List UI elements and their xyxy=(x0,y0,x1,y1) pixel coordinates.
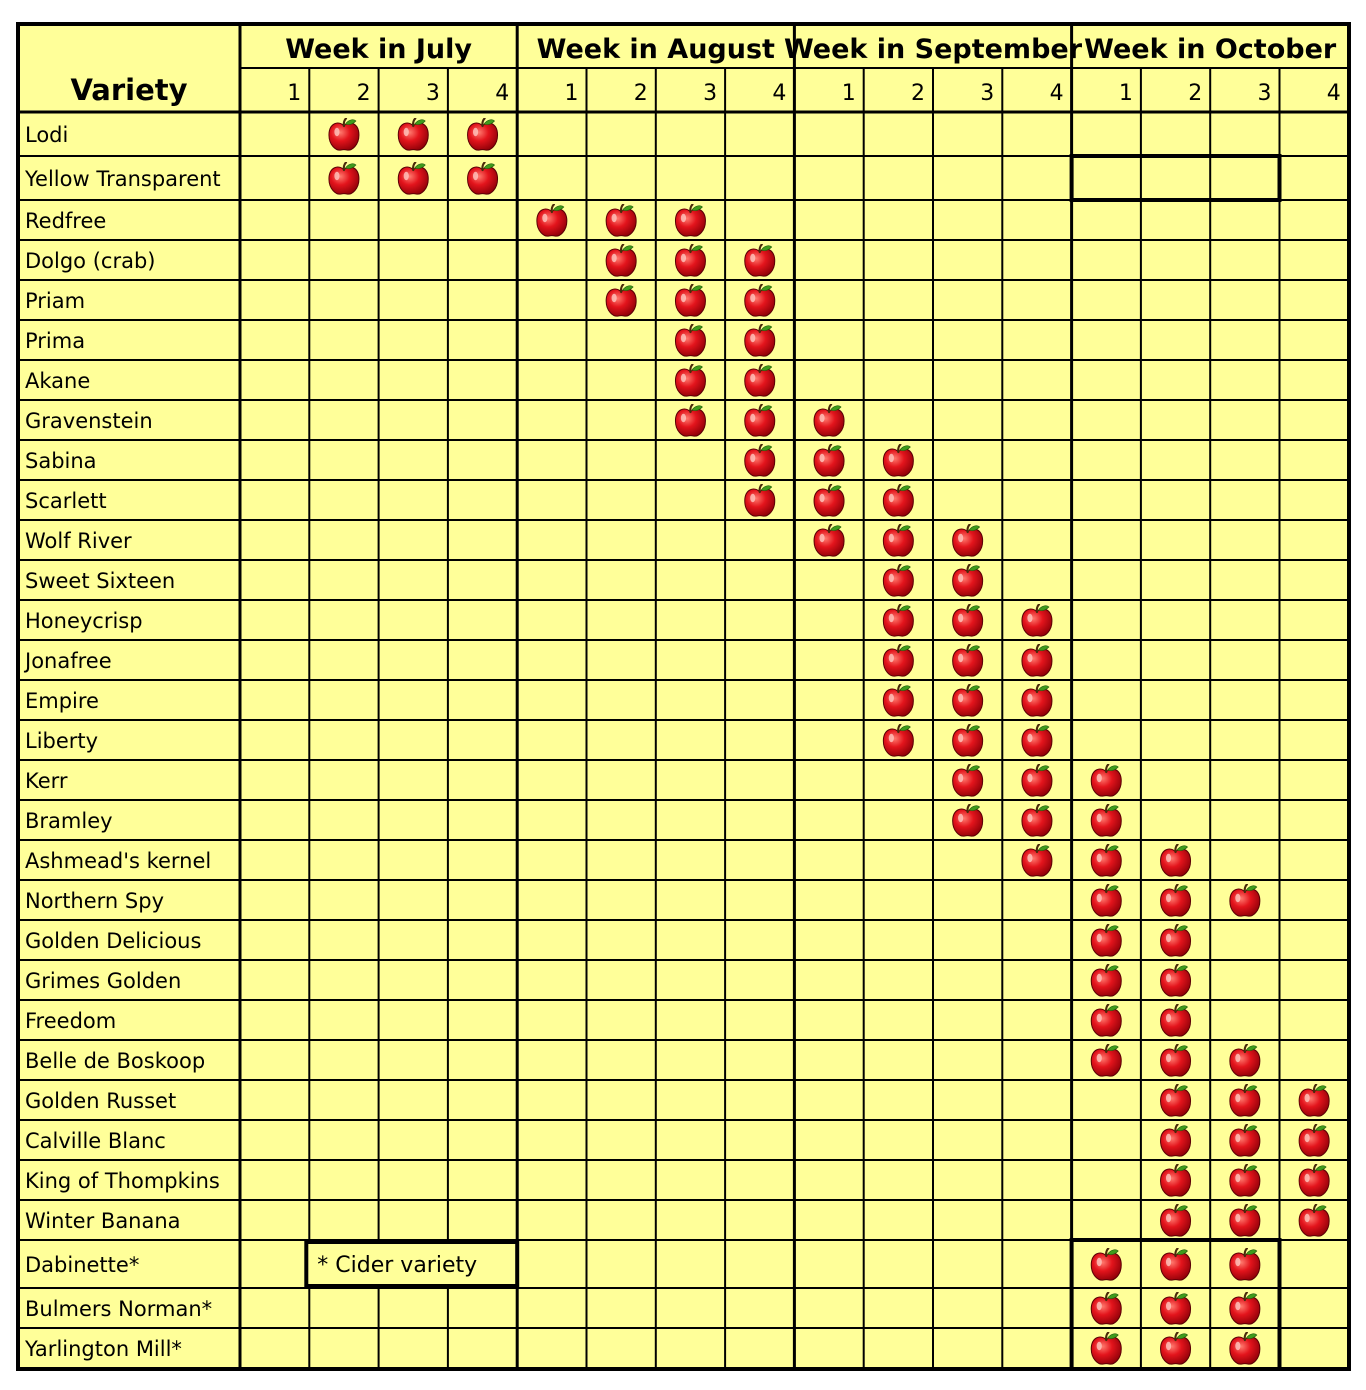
variety-name: Belle de Boskoop xyxy=(25,1049,206,1073)
variety-name: Ashmead's kernel xyxy=(25,849,212,873)
month-header: Week in September xyxy=(783,34,1083,65)
month-header: Week in October xyxy=(1084,34,1337,65)
week-number-label: 2 xyxy=(633,81,648,106)
week-number-label: 1 xyxy=(287,81,302,106)
variety-header: Variety xyxy=(70,73,188,107)
variety-name: Sweet Sixteen xyxy=(25,569,176,593)
variety-name: Jonafree xyxy=(25,649,112,673)
week-number-label: 4 xyxy=(1326,81,1341,106)
variety-name: Dolgo (crab) xyxy=(25,249,156,273)
week-number-label: 1 xyxy=(1118,81,1133,106)
variety-name: Priam xyxy=(25,289,86,313)
month-header: Week in August xyxy=(536,34,775,65)
week-number-label: 4 xyxy=(495,81,510,106)
week-number-label: 3 xyxy=(425,81,440,106)
variety-name: Calville Blanc xyxy=(25,1129,166,1153)
week-number-label: 3 xyxy=(703,81,718,106)
variety-name: Yarlington Mill* xyxy=(25,1337,182,1361)
variety-name: Honeycrisp xyxy=(25,609,143,633)
variety-name: Golden Russet xyxy=(25,1089,177,1113)
variety-name: Redfree xyxy=(25,209,107,233)
variety-name: Prima xyxy=(25,329,86,353)
variety-name: Sabina xyxy=(25,449,97,473)
variety-name: Yellow Transparent xyxy=(25,167,221,191)
variety-name: Freedom xyxy=(25,1009,117,1033)
week-number-label: 3 xyxy=(980,81,995,106)
variety-name: Bulmers Norman* xyxy=(25,1297,213,1321)
variety-name: King of Thompkins xyxy=(25,1169,220,1193)
variety-name: Scarlett xyxy=(25,489,107,513)
week-number-label: 4 xyxy=(772,81,787,106)
variety-name: Akane xyxy=(25,369,91,393)
variety-name: Wolf River xyxy=(25,529,132,553)
variety-name: Grimes Golden xyxy=(25,969,182,993)
variety-name: Northern Spy xyxy=(25,889,164,913)
month-header: Week in July xyxy=(285,34,473,65)
week-number-label: 2 xyxy=(911,81,925,106)
variety-name: Lodi xyxy=(25,123,69,147)
legend-text: * Cider variety xyxy=(317,1253,478,1278)
variety-name: Bramley xyxy=(25,809,113,833)
variety-name: Empire xyxy=(25,689,99,713)
variety-name: Winter Banana xyxy=(25,1209,181,1233)
variety-name: Gravenstein xyxy=(25,409,153,433)
week-number-label: 2 xyxy=(356,81,371,106)
variety-name: Liberty xyxy=(25,729,99,753)
variety-name: Kerr xyxy=(25,769,68,793)
week-number-label: 2 xyxy=(1188,81,1203,106)
week-number-label: 3 xyxy=(1257,81,1272,106)
week-number-label: 1 xyxy=(841,81,856,106)
variety-name: Dabinette* xyxy=(25,1253,140,1277)
week-number-label: 4 xyxy=(1049,81,1064,106)
week-number-label: 1 xyxy=(564,81,579,106)
variety-name: Golden Delicious xyxy=(25,929,202,953)
